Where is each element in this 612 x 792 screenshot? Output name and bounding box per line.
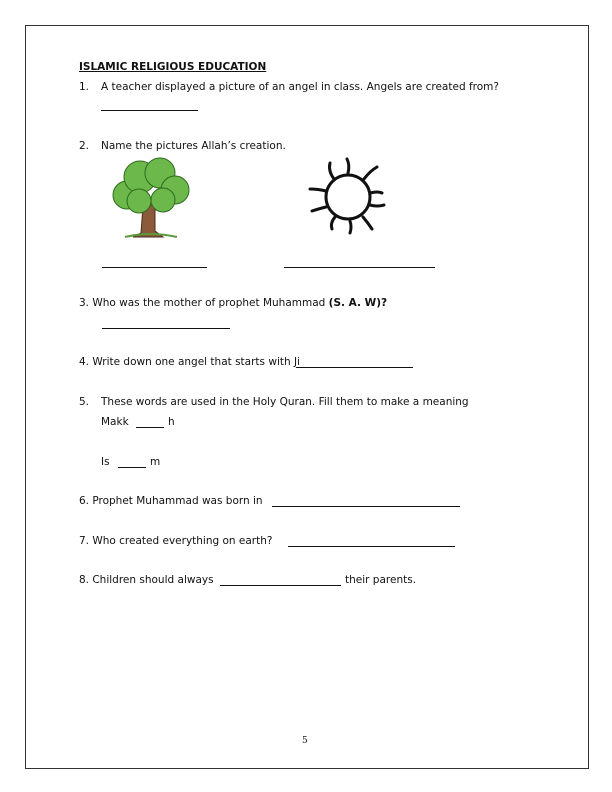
q8-text: 8. Children should always (79, 574, 214, 586)
q1-answer-blank[interactable] (101, 110, 198, 111)
q7-answer-blank[interactable] (288, 546, 455, 547)
sun-answer-blank[interactable] (284, 267, 435, 268)
q2-number: 2. (79, 140, 90, 152)
sun-image (300, 155, 395, 237)
q5-word-a-prefix: Makk (101, 416, 129, 428)
q8-tail: their parents. (345, 574, 417, 586)
q3-text: 3. Who was the mother of prophet Muhammad (S. A. W)? (79, 297, 388, 309)
q8-answer-blank[interactable] (220, 585, 341, 586)
q3-answer-blank[interactable] (102, 328, 230, 329)
q5-word-a-suffix: h (168, 416, 175, 428)
tree-answer-blank[interactable] (102, 267, 207, 268)
q5-number: 5. (79, 396, 90, 408)
q6-answer-blank[interactable] (272, 506, 460, 507)
q5-word-b-prefix: Is (101, 456, 110, 468)
q5-word-b-suffix: m (150, 456, 161, 468)
q6-text: 6. Prophet Muhammad was born in (79, 495, 263, 507)
q5-word-a-blank[interactable] (136, 427, 164, 428)
worksheet-title: ISLAMIC RELIGIOUS EDUCATION (79, 61, 267, 73)
q7-text: 7. Who created everything on earth? (79, 535, 273, 547)
q4-text: 4. Write down one angel that starts with Ji (79, 356, 300, 368)
tree-image (105, 155, 195, 241)
q4-answer-blank[interactable] (296, 367, 413, 368)
q1-text: A teacher displayed a picture of an angel in class. Angels are created from? (101, 81, 499, 93)
q1-number: 1. (79, 81, 90, 93)
q2-text: Name the pictures Allah’s creation. (101, 140, 286, 152)
page-number: 5 (302, 736, 308, 746)
q5-word-b-blank[interactable] (118, 467, 146, 468)
q5-text: These words are used in the Holy Quran. Fill them to make a meaning (101, 396, 469, 408)
